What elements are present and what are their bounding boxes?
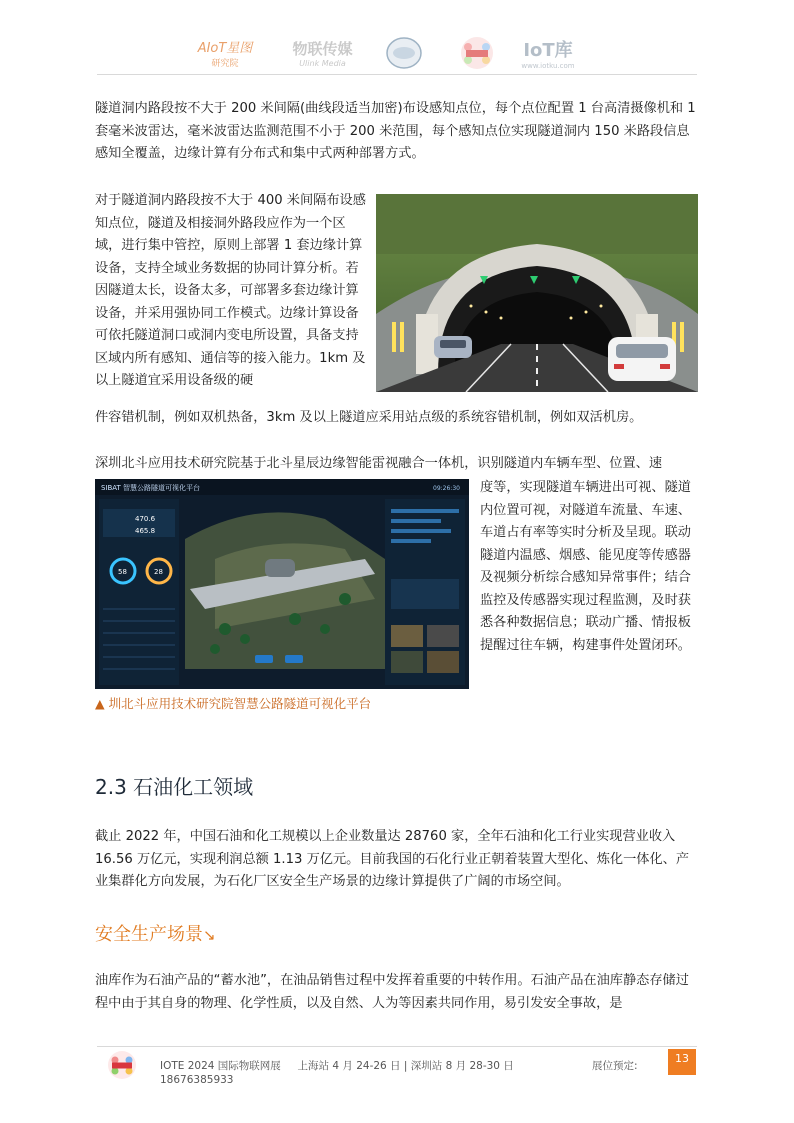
- aiot-logo-sub: 研究院: [211, 59, 239, 69]
- paragraph-5: 油库作为石油产品的“蓄水池”，在油品销售过程中发挥着重要的中转作用。石油产品在油库静态存储过程中由于其自身的物理、化学性质，以及自然、人为等因素共同作用，易引发安全事故，是: [95, 973, 689, 1011]
- tunnel-photo: [376, 194, 698, 392]
- paragraph-2-wrapped: 对于隧道洞内路段按不大于 400 米间隔布设感知点位，隧道及相接洞外路段应作为一个区域，进行集中管控，原则上部署 1 套边缘计算设备，支持全域业务数据的协同计算分析。若因隧道太长，设备太多，可部署多套边缘计算设备，并采用强协同工作模式。边缘计算设备可依托隧道洞口或洞内变电所设置，具备支持区域内所有感知、通信等的接入能力。1km 及以上隧道宜采用设备级的硬: [95, 193, 366, 388]
- footer-iote-logo: [107, 1050, 137, 1084]
- wulian-logo-sub: Ulink Media: [299, 59, 346, 68]
- iotku-logo-sub: www.iotku.com: [521, 62, 575, 70]
- paragraph-4: 截止 2022 年，中国石油和化工规模以上企业数量达 28760 家，全年石油和化工行业实现营业收入 16.56 万亿元，实现利润总额 1.13 万亿元。目前我国的石化行业正朝着装置大型化、炼化一体化、产业集群化方向发展，为石化厂区安全生产场景的边缘计算提供了广阔的市场空间。: [95, 829, 690, 889]
- iote-footer-icon: [107, 1050, 137, 1080]
- badge-icon: [386, 36, 422, 70]
- header: [0, 28, 794, 78]
- tunnel-platform-image: [95, 479, 469, 689]
- dashboard-title: SIBAT 智慧公路隧道可视化平台: [101, 484, 201, 492]
- paragraph-2-continued: 件容错机制，例如双机热备，3km 及以上隧道应采用站点级的系统容错机制，例如双活机房。: [95, 410, 643, 425]
- footer-divider: [97, 1046, 697, 1047]
- paragraph-1: 隧道洞内路段按不大于 200 米间隔(曲线段适当加密)布设感知点位，每个点位配置 1 台高清摄像机和 1 套毫米波雷达，毫米波雷达监测范围不小于 200 米范围，每个感知点位实现隧道洞内 150 米路段信息感知全覆盖，边缘计算有分布式和集中式两种部署方式。: [95, 101, 696, 161]
- wulian-logo-text: 物联传媒: [292, 40, 353, 58]
- header-divider: [97, 74, 697, 75]
- iotku-logo-text: IoT库: [523, 40, 573, 61]
- footer-dates: 上海站 4 月 24-26 日 | 深圳站 8 月 28-30 日: [297, 1060, 514, 1072]
- figure-caption: ▲ 圳北斗应用技术研究院智慧公路隧道可视化平台: [95, 696, 372, 711]
- aiot-logo: [190, 36, 260, 70]
- paragraph-3-first-line: 深圳北斗应用技术研究院基于北斗星辰边缘智能雷视融合一体机，识别隧道内车辆车型、位置、速: [95, 456, 663, 471]
- iote-badge-icon: [459, 35, 495, 71]
- iote-logo: [458, 36, 496, 70]
- tunnel-entrance-image: [376, 194, 698, 392]
- iotku-logo: [518, 36, 578, 70]
- section-heading: 2.3 石油化工领域: [95, 775, 254, 799]
- footer-expo: IOTE 2024 国际物联网展: [160, 1060, 281, 1072]
- subheading: [95, 920, 216, 946]
- dashboard-stat-2: 465.8: [135, 527, 156, 535]
- badge-logo: [384, 36, 424, 70]
- gauge-1-value: 58: [118, 568, 127, 576]
- page-number: 13: [668, 1049, 696, 1075]
- dashboard-time: 09:26:30: [433, 485, 460, 492]
- paragraph-3-wrapped: 度等，实现隧道车辆进出可视、隧道内位置可视，对隧道车流量、车速、车道占有率等实时分析及呈现。联动隧道内温感、烟感、能见度等传感器及视频分析综合感知异常事件；结合监控及传感器实现过程监测，及时获悉各种数据信息；联动广播、情报板提醒过往车辆，构建事件处置闭环。: [480, 480, 691, 653]
- footer-booth-label: 展位预定:: [592, 1060, 638, 1072]
- footer-phone: 18676385933: [160, 1074, 234, 1086]
- gauge-2-value: 28: [154, 568, 163, 576]
- subheading-text: 安全生产场景: [95, 924, 203, 945]
- dashboard-stat-1: 470.6: [135, 515, 156, 523]
- aiot-logo-text: AIoT星图: [197, 41, 253, 56]
- dashboard-screenshot: [95, 479, 469, 689]
- wulian-logo: [285, 36, 360, 70]
- subheading-arrow-icon: ↘: [203, 926, 216, 944]
- footer-info: [160, 1058, 514, 1073]
